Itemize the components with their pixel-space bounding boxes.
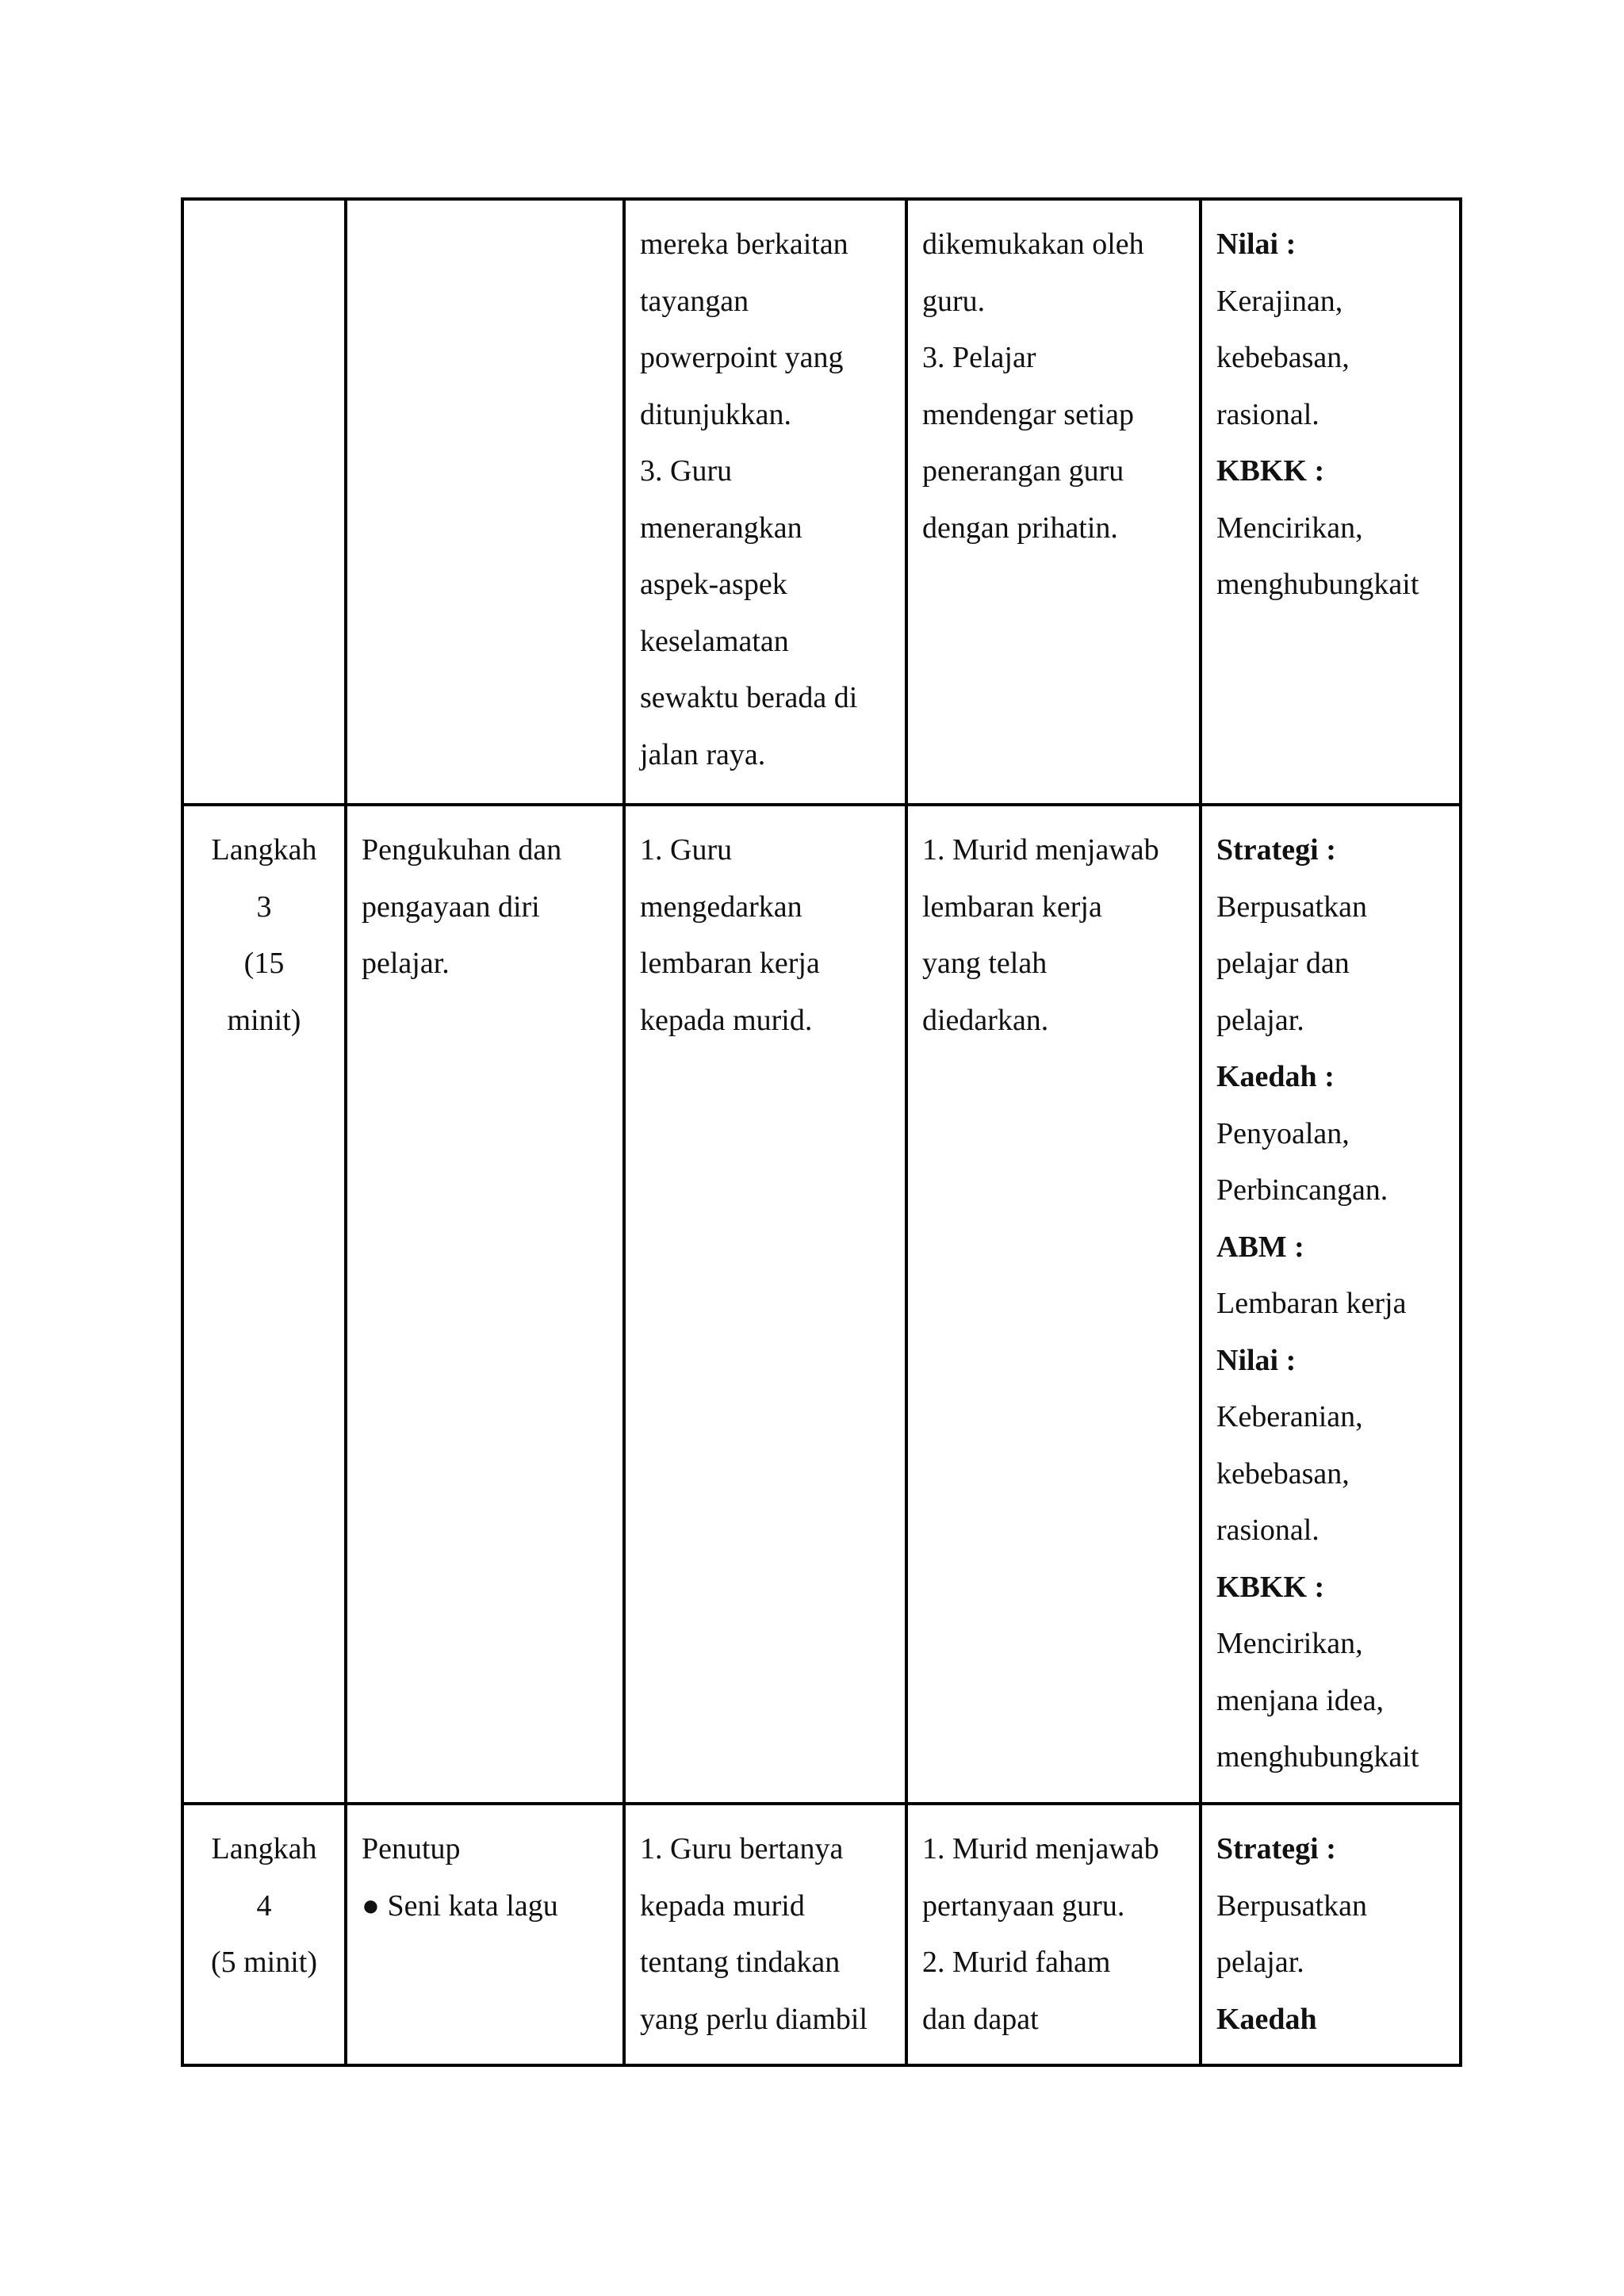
cell-line: Perbincangan. <box>1216 1173 1388 1207</box>
notes-label: Nilai : <box>1216 1343 1297 1377</box>
notes-label: Kaedah : <box>1216 1060 1335 1093</box>
table-row <box>182 199 1461 805</box>
cell-line: diedarkan. <box>922 1003 1049 1037</box>
cell-line: sewaktu berada di <box>640 681 858 714</box>
cell-line: Keberanian, <box>1216 1400 1363 1433</box>
cell-line: Pengukuhan dan <box>362 833 562 867</box>
notes-label: KBKK : <box>1216 454 1325 488</box>
cell-line: tentang tindakan <box>640 1946 841 1979</box>
cell-line: dan dapat <box>922 2002 1039 2036</box>
cell-line: powerpoint yang <box>640 341 844 374</box>
cell-line: 3. Guru <box>640 454 733 488</box>
cell-line: kebebasan, <box>1216 1456 1350 1490</box>
cell-line: 2. Murid faham <box>922 1946 1111 1979</box>
cell-line: kepada murid. <box>640 1003 813 1037</box>
cell-line: tayangan <box>640 284 749 318</box>
cell-line: mengedarkan <box>640 890 802 924</box>
notes-cell <box>1201 1804 1461 2065</box>
student-activity-cell <box>906 1804 1201 2065</box>
cell-line: Kerajinan, <box>1216 284 1343 318</box>
cell-line: aspek-aspek <box>640 568 787 601</box>
cell-line: rasional. <box>1216 1513 1320 1547</box>
cell-line: Penutup <box>362 1832 461 1866</box>
student-activity-cell <box>906 805 1201 1804</box>
cell-line: menjana idea, <box>1216 1683 1385 1717</box>
cell-line: minit) <box>227 1003 301 1037</box>
notes-label: Kaedah <box>1216 2002 1317 2036</box>
cell-line: lembaran kerja <box>640 947 820 980</box>
notes-cell <box>1201 805 1461 1804</box>
notes-label: Strategi : <box>1216 1832 1336 1866</box>
content-cell <box>346 805 624 1804</box>
cell-line: Langkah <box>211 833 317 867</box>
cell-line: Penyoalan, <box>1216 1116 1350 1150</box>
cell-line: yang perlu diambil <box>640 2002 868 2036</box>
cell-line: rasional. <box>1216 397 1320 431</box>
content-cell <box>346 1804 624 2065</box>
student-activity-cell <box>906 199 1201 805</box>
cell-line: Mencirikan, <box>1216 1627 1363 1660</box>
cell-line: keselamatan <box>640 624 789 658</box>
cell-line: dengan prihatin. <box>922 511 1118 545</box>
cell-line: 1. Murid menjawab <box>922 833 1159 867</box>
cell-line: Mencirikan, <box>1216 511 1363 545</box>
notes-label: Strategi : <box>1216 833 1336 867</box>
cell-line: pelajar. <box>362 947 450 980</box>
cell-line: menghubungkait <box>1216 568 1419 601</box>
cell-line: ditunjukkan. <box>640 397 792 431</box>
notes-label: KBKK : <box>1216 1570 1325 1604</box>
cell-line: dikemukakan oleh <box>922 228 1144 261</box>
cell-line: 1. Guru <box>640 833 733 867</box>
cell-line: pertanyaan guru. <box>922 1888 1125 1923</box>
notes-label: Nilai : <box>1216 228 1297 261</box>
cell-line: lembaran kerja <box>922 890 1102 924</box>
teacher-activity-cell <box>624 199 906 805</box>
teacher-activity-cell <box>624 1804 906 2065</box>
cell-line: (5 minit) <box>210 1946 318 1979</box>
content-cell <box>346 199 624 805</box>
table-row <box>182 805 1461 1804</box>
cell-line: ● Seni kata lagu <box>362 1888 558 1923</box>
cell-line: Berpusatkan <box>1216 1888 1367 1923</box>
cell-line: 1. Guru bertanya <box>640 1832 844 1866</box>
step-cell <box>182 1804 346 2065</box>
cell-line: (15 <box>243 947 285 980</box>
cell-line: pelajar. <box>1216 1946 1304 1979</box>
cell-line: Langkah <box>211 1832 317 1866</box>
cell-line: Lembaran kerja <box>1216 1287 1407 1320</box>
step-cell <box>182 805 346 1804</box>
notes-label: ABM : <box>1216 1230 1304 1264</box>
lesson-plan-table <box>181 197 1462 2067</box>
cell-line: 3. Pelajar <box>922 341 1036 374</box>
cell-line: penerangan guru <box>922 454 1124 488</box>
cell-line: mendengar setiap <box>922 397 1134 431</box>
step-cell <box>182 199 346 805</box>
cell-line: pelajar. <box>1216 1003 1304 1037</box>
notes-cell <box>1201 199 1461 805</box>
cell-line: jalan raya. <box>640 737 766 771</box>
teacher-activity-cell <box>624 805 906 1804</box>
cell-line: pelajar dan <box>1216 947 1350 980</box>
cell-line: guru. <box>922 284 986 318</box>
cell-line: menerangkan <box>640 511 802 545</box>
cell-line: 1. Murid menjawab <box>922 1832 1159 1866</box>
cell-line: Berpusatkan <box>1216 890 1367 924</box>
cell-line: menghubungkait <box>1216 1740 1419 1774</box>
cell-line: pengayaan diri <box>362 890 540 924</box>
cell-line: mereka berkaitan <box>640 228 848 261</box>
cell-line: yang telah <box>922 947 1048 980</box>
cell-line: 4 <box>256 1888 272 1923</box>
cell-line: 3 <box>256 890 272 924</box>
cell-line: kepada murid <box>640 1888 805 1923</box>
cell-line: kebebasan, <box>1216 341 1350 374</box>
table-row <box>182 1804 1461 2065</box>
